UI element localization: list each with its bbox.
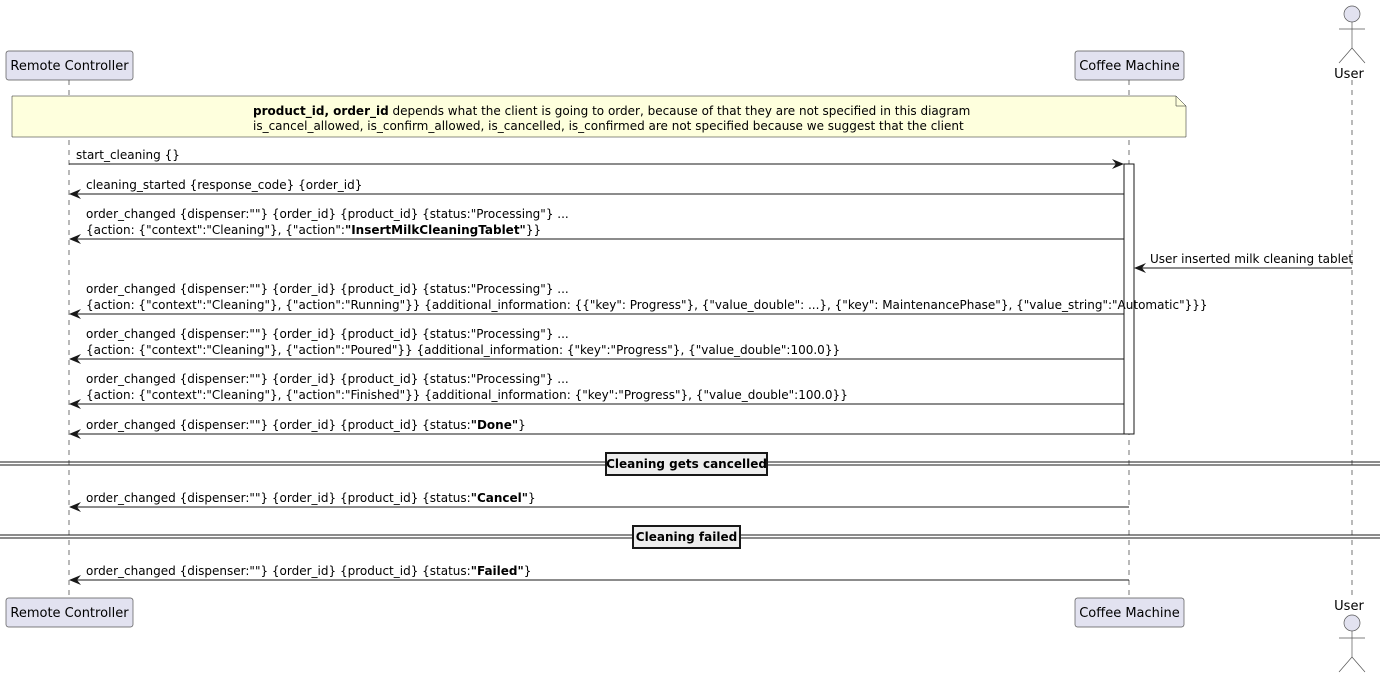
message-label: {action: {"context":"Cleaning"}, {"action":"Poured"}} {additional_information: {"key":"Progress"}, {"value_double":100.0}}	[86, 343, 841, 357]
message-0	[69, 148, 1123, 164]
participant-cm-top[interactable]	[1075, 51, 1184, 80]
divider-1	[0, 526, 1380, 548]
message-label: {action: {"context":"Cleaning"}, {"action":"Running"}} {additional_information: {{"key": Progress"}, {"value_double": ...}, {"key": MaintenancePhase"}, {"value_string":"Automatic"}}}	[86, 298, 1208, 312]
message-1	[70, 178, 1124, 194]
message-label: {action: {"context":"Cleaning"}, {"action":"InsertMilkCleaningTablet"}}	[86, 223, 542, 237]
message-4	[70, 282, 1208, 314]
participant-label: Remote Controller	[10, 606, 129, 621]
participant-label: Remote Controller	[10, 59, 129, 74]
note-line-2: is_cancel_allowed, is_confirm_allowed, is_cancelled, is_confirmed are not specified because we suggest that the client	[253, 119, 964, 133]
message-label: order_changed {dispenser:""} {order_id} {product_id} {status:"Processing"} ...	[86, 327, 569, 341]
participant-cm-bottom[interactable]	[1075, 598, 1184, 627]
message-label: order_changed {dispenser:""} {order_id} {product_id} {status:"Cancel"}	[86, 491, 536, 505]
message-label: order_changed {dispenser:""} {order_id} {product_id} {status:"Done"}	[86, 418, 526, 432]
note	[12, 96, 1186, 137]
message-label: order_changed {dispenser:""} {order_id} {product_id} {status:"Failed"}	[86, 564, 532, 578]
divider-0	[0, 453, 1380, 475]
message-3	[1135, 252, 1353, 268]
divider-label: Cleaning failed	[635, 530, 738, 544]
note-box	[12, 96, 1186, 137]
message-2	[70, 207, 1124, 239]
message-7	[70, 418, 1124, 434]
message-label: order_changed {dispenser:""} {order_id} {product_id} {status:"Processing"} ...	[86, 207, 569, 221]
participant-rc-top[interactable]	[6, 51, 133, 80]
participant-label: User	[1334, 67, 1364, 82]
message-label: {action: {"context":"Cleaning"}, {"action":"Finished"}} {additional_information: {"key":"Progress"}, {"value_double":100.0}}	[86, 388, 848, 402]
participants-bottom	[6, 598, 1365, 672]
message-6	[70, 372, 1124, 404]
note-line-1: product_id, order_id depends what the client is going to order, because of that they are not specified in this diagram	[253, 104, 971, 118]
message-label: start_cleaning {}	[76, 148, 180, 162]
message-label: User inserted milk cleaning tablet	[1150, 252, 1354, 266]
actor-icon	[1339, 615, 1365, 672]
participant-user-bottom[interactable]	[1334, 599, 1365, 672]
message-label: cleaning_started {response_code} {order_id}	[86, 178, 363, 192]
message-9	[70, 564, 1129, 580]
divider-label: Cleaning gets cancelled	[606, 457, 767, 471]
message-5	[70, 327, 1124, 359]
message-8	[70, 491, 1129, 507]
participants-top	[6, 6, 1365, 82]
messages	[69, 148, 1353, 580]
message-label: order_changed {dispenser:""} {order_id} {product_id} {status:"Processing"} ...	[86, 282, 569, 296]
actor-icon	[1339, 6, 1365, 63]
participant-label: Coffee Machine	[1079, 59, 1180, 74]
participant-label: User	[1334, 599, 1364, 614]
participant-label: Coffee Machine	[1079, 606, 1180, 621]
participant-user-top[interactable]	[1334, 6, 1365, 82]
participant-rc-bottom[interactable]	[6, 598, 133, 627]
message-label: order_changed {dispenser:""} {order_id} {product_id} {status:"Processing"} ...	[86, 372, 569, 386]
